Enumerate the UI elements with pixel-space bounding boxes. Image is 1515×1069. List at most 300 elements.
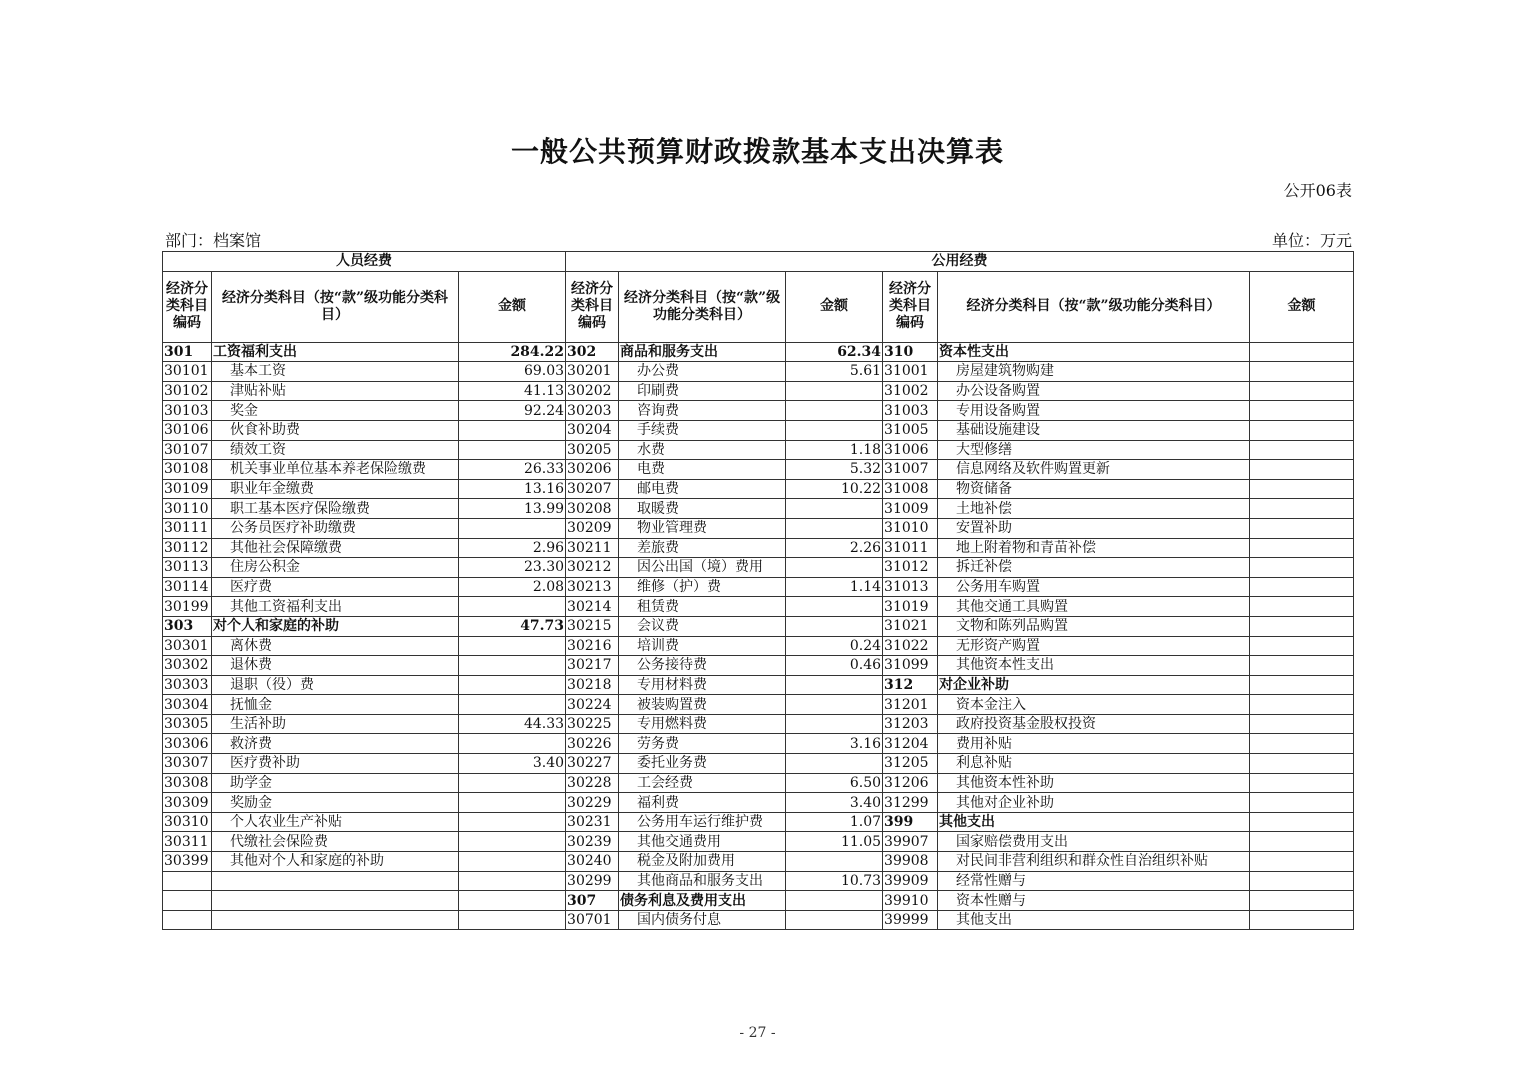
cell-amount: 13.99 (459, 499, 566, 519)
cell-amount (1250, 401, 1354, 421)
cell-name: 公务用车购置 (938, 577, 1250, 597)
table-row (163, 440, 1354, 460)
cell-name: 被装购置费 (619, 695, 786, 715)
cell-amount: 44.33 (459, 714, 566, 734)
table-row (163, 675, 1354, 695)
table-row (163, 695, 1354, 715)
cell-code: 30305 (163, 714, 212, 734)
cell-name: 助学金 (212, 773, 459, 793)
cell-code: 30701 (566, 910, 619, 930)
cell-name: 邮电费 (619, 479, 786, 499)
cell-name: 离休费 (212, 636, 459, 656)
cell-code: 30213 (566, 577, 619, 597)
cell-code (163, 891, 212, 911)
header-name: 经济分类科目（按“款”级功能分类科目） (938, 271, 1250, 342)
cell-code: 39910 (883, 891, 938, 911)
cell-code: 30302 (163, 656, 212, 676)
cell-code: 30303 (163, 675, 212, 695)
group-header-row (163, 252, 1354, 272)
table-row (163, 558, 1354, 578)
cell-name: 公务员医疗补助缴费 (212, 518, 459, 538)
cell-name: 大型修缮 (938, 440, 1250, 460)
table-row (163, 362, 1354, 382)
cell-code: 30203 (566, 401, 619, 421)
cell-code: 30111 (163, 518, 212, 538)
cell-amount (1250, 852, 1354, 872)
cell-code: 30311 (163, 832, 212, 852)
cell-name: 其他社会保障缴费 (212, 538, 459, 558)
cell-name: 生活补助 (212, 714, 459, 734)
cell-code: 30309 (163, 793, 212, 813)
cell-code: 30212 (566, 558, 619, 578)
cell-code: 30399 (163, 852, 212, 872)
cell-code: 30225 (566, 714, 619, 734)
cell-code: 307 (566, 891, 619, 911)
cell-name: 其他支出 (938, 910, 1250, 930)
table-row (163, 871, 1354, 891)
cell-code: 39908 (883, 852, 938, 872)
cell-name: 税金及附加费用 (619, 852, 786, 872)
table-row (163, 773, 1354, 793)
cell-amount: 10.73 (786, 871, 883, 891)
cell-name: 经常性赠与 (938, 871, 1250, 891)
cell-code: 31012 (883, 558, 938, 578)
cell-code: 31011 (883, 538, 938, 558)
cell-amount (459, 518, 566, 538)
cell-amount: 47.73 (459, 616, 566, 636)
header-code: 经济分类科目编码 (163, 271, 212, 342)
cell-name: 委托业务费 (619, 754, 786, 774)
cell-code: 31010 (883, 518, 938, 538)
cell-code: 31003 (883, 401, 938, 421)
cell-name: 房屋建筑物购建 (938, 362, 1250, 382)
cell-code: 30228 (566, 773, 619, 793)
cell-name: 机关事业单位基本养老保险缴费 (212, 460, 459, 480)
cell-amount (459, 440, 566, 460)
cell-amount (786, 499, 883, 519)
table-row (163, 460, 1354, 480)
cell-name: 公务接待费 (619, 656, 786, 676)
table-number: 公开06表 (1283, 181, 1352, 200)
table-row (163, 852, 1354, 872)
cell-name (212, 871, 459, 891)
cell-name: 其他工资福利支出 (212, 597, 459, 617)
cell-amount (1250, 420, 1354, 440)
cell-amount: 2.08 (459, 577, 566, 597)
cell-amount (459, 420, 566, 440)
cell-name: 劳务费 (619, 734, 786, 754)
cell-amount (1250, 793, 1354, 813)
cell-amount: 5.32 (786, 460, 883, 480)
cell-name: 其他资本性支出 (938, 656, 1250, 676)
cell-code: 30204 (566, 420, 619, 440)
cell-amount (1250, 910, 1354, 930)
cell-amount: 284.22 (459, 342, 566, 362)
table-row (163, 714, 1354, 734)
cell-amount (459, 773, 566, 793)
cell-code: 30306 (163, 734, 212, 754)
cell-code: 30202 (566, 381, 619, 401)
header-amount: 金额 (459, 271, 566, 342)
cell-name: 拆迁补偿 (938, 558, 1250, 578)
cell-amount (1250, 754, 1354, 774)
cell-amount (459, 910, 566, 930)
cell-amount: 2.96 (459, 538, 566, 558)
cell-amount (1250, 832, 1354, 852)
header-name: 经济分类科目（按“款”级功能分类科目） (619, 271, 786, 342)
cell-name: 其他对企业补助 (938, 793, 1250, 813)
cell-code: 30307 (163, 754, 212, 774)
cell-amount (1250, 499, 1354, 519)
cell-amount (1250, 636, 1354, 656)
cell-name: 国内债务付息 (619, 910, 786, 930)
cell-amount (459, 636, 566, 656)
header-code: 经济分类科目编码 (883, 271, 938, 342)
cell-amount (459, 695, 566, 715)
cell-name: 办公设备购置 (938, 381, 1250, 401)
cell-amount (786, 754, 883, 774)
cell-code: 31021 (883, 616, 938, 636)
cell-name: 对民间非营利组织和群众性自治组织补贴 (938, 852, 1250, 872)
table-row (163, 342, 1354, 362)
cell-name: 物业管理费 (619, 518, 786, 538)
cell-name: 基本工资 (212, 362, 459, 382)
cell-amount (786, 616, 883, 636)
cell-code: 30209 (566, 518, 619, 538)
cell-amount: 1.14 (786, 577, 883, 597)
cell-amount: 10.22 (786, 479, 883, 499)
cell-code: 30113 (163, 558, 212, 578)
cell-amount (459, 871, 566, 891)
cell-name: 职业年金缴费 (212, 479, 459, 499)
cell-amount (1250, 871, 1354, 891)
table-row (163, 891, 1354, 911)
cell-name: 其他交通工具购置 (938, 597, 1250, 617)
cell-code: 30299 (566, 871, 619, 891)
cell-name: 职工基本医疗保险缴费 (212, 499, 459, 519)
cell-code: 301 (163, 342, 212, 362)
cell-code: 30199 (163, 597, 212, 617)
cell-amount: 0.24 (786, 636, 883, 656)
cell-amount: 3.40 (786, 793, 883, 813)
cell-name: 个人农业生产补贴 (212, 812, 459, 832)
cell-code: 30103 (163, 401, 212, 421)
cell-amount: 3.16 (786, 734, 883, 754)
cell-amount (459, 891, 566, 911)
cell-code: 30217 (566, 656, 619, 676)
cell-name: 土地补偿 (938, 499, 1250, 519)
cell-name: 无形资产购置 (938, 636, 1250, 656)
cell-amount (786, 558, 883, 578)
cell-name: 救济费 (212, 734, 459, 754)
header-name: 经济分类科目（按“款”级功能分类科目） (212, 271, 459, 342)
cell-code: 31005 (883, 420, 938, 440)
cell-amount (786, 675, 883, 695)
cell-code: 30231 (566, 812, 619, 832)
table-row (163, 656, 1354, 676)
cell-code: 30114 (163, 577, 212, 597)
cell-amount (786, 381, 883, 401)
cell-code: 31008 (883, 479, 938, 499)
table-row (163, 812, 1354, 832)
cell-name: 对企业补助 (938, 675, 1250, 695)
cell-code: 30101 (163, 362, 212, 382)
cell-amount (1250, 773, 1354, 793)
cell-amount (1250, 597, 1354, 617)
cell-code: 31002 (883, 381, 938, 401)
cell-code: 31099 (883, 656, 938, 676)
cell-amount (459, 675, 566, 695)
cell-amount (1250, 714, 1354, 734)
cell-amount (459, 656, 566, 676)
cell-name: 因公出国（境）费用 (619, 558, 786, 578)
cell-name: 债务利息及费用支出 (619, 891, 786, 911)
cell-name: 差旅费 (619, 538, 786, 558)
cell-code (163, 871, 212, 891)
cell-code: 30201 (566, 362, 619, 382)
cell-name: 工会经费 (619, 773, 786, 793)
cell-amount: 3.40 (459, 754, 566, 774)
page-title: 一般公共预算财政拨款基本支出决算表 (510, 135, 1004, 168)
cell-amount (459, 793, 566, 813)
cell-name: 物资储备 (938, 479, 1250, 499)
cell-amount: 69.03 (459, 362, 566, 382)
cell-amount: 26.33 (459, 460, 566, 480)
cell-amount (1250, 460, 1354, 480)
cell-name: 抚恤金 (212, 695, 459, 715)
cell-name: 商品和服务支出 (619, 342, 786, 362)
cell-code: 30207 (566, 479, 619, 499)
cell-name: 绩效工资 (212, 440, 459, 460)
cell-code: 30205 (566, 440, 619, 460)
cell-amount: 92.24 (459, 401, 566, 421)
cell-amount (1250, 362, 1354, 382)
cell-amount (786, 597, 883, 617)
cell-code: 30216 (566, 636, 619, 656)
cell-code: 30102 (163, 381, 212, 401)
cell-name (212, 910, 459, 930)
table-row (163, 793, 1354, 813)
cell-code: 30109 (163, 479, 212, 499)
table-row (163, 832, 1354, 852)
cell-amount (1250, 440, 1354, 460)
cell-amount (786, 910, 883, 930)
cell-code: 303 (163, 616, 212, 636)
cell-name: 退职（役）费 (212, 675, 459, 695)
cell-amount (1250, 538, 1354, 558)
cell-code: 30214 (566, 597, 619, 617)
cell-name: 专用燃料费 (619, 714, 786, 734)
cell-amount: 1.18 (786, 440, 883, 460)
cell-code: 30240 (566, 852, 619, 872)
cell-code (163, 910, 212, 930)
cell-name: 取暖费 (619, 499, 786, 519)
cell-name: 培训费 (619, 636, 786, 656)
cell-code: 30308 (163, 773, 212, 793)
cell-name: 公务用车运行维护费 (619, 812, 786, 832)
table-row (163, 616, 1354, 636)
cell-amount: 13.16 (459, 479, 566, 499)
cell-name (212, 891, 459, 911)
expenditure-table (162, 251, 1354, 930)
table-row (163, 499, 1354, 519)
cell-code: 31206 (883, 773, 938, 793)
cell-name: 奖金 (212, 401, 459, 421)
cell-amount (459, 832, 566, 852)
cell-amount: 1.07 (786, 812, 883, 832)
cell-code: 30215 (566, 616, 619, 636)
cell-code: 30112 (163, 538, 212, 558)
table-row (163, 597, 1354, 617)
cell-code: 31001 (883, 362, 938, 382)
header-amount: 金额 (786, 271, 883, 342)
cell-amount (786, 695, 883, 715)
cell-amount (1250, 616, 1354, 636)
cell-name: 利息补贴 (938, 754, 1250, 774)
cell-amount (1250, 695, 1354, 715)
cell-amount: 41.13 (459, 381, 566, 401)
cell-code: 31299 (883, 793, 938, 813)
cell-amount (1250, 518, 1354, 538)
cell-name: 其他交通费用 (619, 832, 786, 852)
cell-amount: 62.34 (786, 342, 883, 362)
cell-code: 30106 (163, 420, 212, 440)
cell-code: 31203 (883, 714, 938, 734)
cell-code: 30229 (566, 793, 619, 813)
cell-code: 39999 (883, 910, 938, 930)
cell-name: 其他商品和服务支出 (619, 871, 786, 891)
cell-name: 津贴补贴 (212, 381, 459, 401)
cell-name: 基础设施建设 (938, 420, 1250, 440)
cell-name: 对个人和家庭的补助 (212, 616, 459, 636)
cell-amount (1250, 577, 1354, 597)
cell-name: 专用材料费 (619, 675, 786, 695)
cell-code: 31204 (883, 734, 938, 754)
cell-code: 30301 (163, 636, 212, 656)
cell-name: 办公费 (619, 362, 786, 382)
cell-name: 资本性赠与 (938, 891, 1250, 911)
cell-code: 31205 (883, 754, 938, 774)
cell-name: 文物和陈列品购置 (938, 616, 1250, 636)
group-personnel: 人员经费 (163, 252, 566, 272)
table-row (163, 401, 1354, 421)
cell-code: 399 (883, 812, 938, 832)
cell-name: 奖励金 (212, 793, 459, 813)
cell-name: 安置补助 (938, 518, 1250, 538)
cell-amount (786, 420, 883, 440)
cell-code: 30108 (163, 460, 212, 480)
cell-code: 30211 (566, 538, 619, 558)
table-row (163, 518, 1354, 538)
cell-code: 30227 (566, 754, 619, 774)
cell-amount (1250, 656, 1354, 676)
cell-code: 31201 (883, 695, 938, 715)
header-code: 经济分类科目编码 (566, 271, 619, 342)
unit-label: 单位：万元 (1271, 231, 1352, 250)
cell-name: 信息网络及软件购置更新 (938, 460, 1250, 480)
cell-amount: 23.30 (459, 558, 566, 578)
cell-amount: 0.46 (786, 656, 883, 676)
cell-name: 住房公积金 (212, 558, 459, 578)
cell-code: 31009 (883, 499, 938, 519)
cell-name: 代缴社会保险费 (212, 832, 459, 852)
table-row (163, 420, 1354, 440)
cell-name: 工资福利支出 (212, 342, 459, 362)
cell-name: 其他对个人和家庭的补助 (212, 852, 459, 872)
cell-code: 302 (566, 342, 619, 362)
cell-name: 租赁费 (619, 597, 786, 617)
cell-name: 维修（护）费 (619, 577, 786, 597)
table-row (163, 734, 1354, 754)
cell-name: 专用设备购置 (938, 401, 1250, 421)
cell-name: 水费 (619, 440, 786, 460)
table-row (163, 910, 1354, 930)
cell-name: 其他支出 (938, 812, 1250, 832)
cell-code: 310 (883, 342, 938, 362)
cell-name: 退休费 (212, 656, 459, 676)
cell-name: 电费 (619, 460, 786, 480)
cell-code: 30206 (566, 460, 619, 480)
cell-code: 30107 (163, 440, 212, 460)
group-public: 公用经费 (566, 252, 1354, 272)
cell-amount (459, 734, 566, 754)
table-row (163, 479, 1354, 499)
cell-amount (1250, 675, 1354, 695)
cell-code: 31022 (883, 636, 938, 656)
cell-code: 31013 (883, 577, 938, 597)
cell-name: 印刷费 (619, 381, 786, 401)
cell-amount (459, 597, 566, 617)
cell-code: 30208 (566, 499, 619, 519)
cell-amount (1250, 558, 1354, 578)
cell-amount (786, 891, 883, 911)
cell-name: 伙食补助费 (212, 420, 459, 440)
cell-code: 31006 (883, 440, 938, 460)
cell-amount (1250, 891, 1354, 911)
cell-name: 咨询费 (619, 401, 786, 421)
page-number: - 27 - (739, 1025, 776, 1041)
cell-code: 30224 (566, 695, 619, 715)
cell-code: 31019 (883, 597, 938, 617)
cell-amount (459, 812, 566, 832)
cell-amount (459, 852, 566, 872)
cell-amount: 2.26 (786, 538, 883, 558)
cell-code: 39909 (883, 871, 938, 891)
cell-amount (1250, 342, 1354, 362)
cell-name: 费用补贴 (938, 734, 1250, 754)
cell-amount: 11.05 (786, 832, 883, 852)
cell-amount (786, 852, 883, 872)
department-label: 部门：档案馆 (165, 231, 262, 250)
cell-amount (786, 401, 883, 421)
cell-name: 资本金注入 (938, 695, 1250, 715)
table-row (163, 636, 1354, 656)
table-row (163, 381, 1354, 401)
cell-name: 国家赔偿费用支出 (938, 832, 1250, 852)
cell-code: 30310 (163, 812, 212, 832)
cell-name: 地上附着物和青苗补偿 (938, 538, 1250, 558)
cell-name: 其他资本性补助 (938, 773, 1250, 793)
cell-amount (1250, 812, 1354, 832)
cell-name: 医疗费 (212, 577, 459, 597)
cell-name: 资本性支出 (938, 342, 1250, 362)
header-amount: 金额 (1250, 271, 1354, 342)
cell-code: 39907 (883, 832, 938, 852)
cell-amount (1250, 381, 1354, 401)
cell-code: 30218 (566, 675, 619, 695)
cell-amount (786, 518, 883, 538)
cell-amount: 5.61 (786, 362, 883, 382)
